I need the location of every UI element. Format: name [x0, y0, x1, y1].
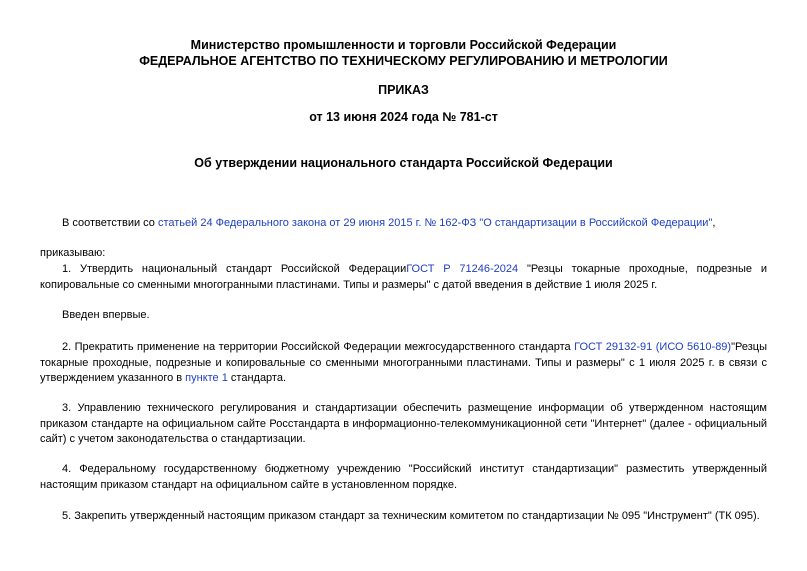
- gost-r-71246-link[interactable]: ГОСТ Р 71246-2024: [406, 263, 519, 275]
- paragraph-1: [40, 262, 767, 293]
- paragraph-5: 5. Закрепить утвержденный настоящим приказом стандарт за техническим комитетом по стандартизации № 095 "Инструмент" (ТК 095).: [62, 510, 760, 522]
- item-1-link[interactable]: пункте 1: [185, 372, 228, 384]
- paragraph-2-mid: "Резцы токарные проходные, подрезные и копировальные со сменными многогранными пластинами. Типы и размеры" с 1 июля 2025 г. в связи с утверждением указанного в: [40, 341, 767, 384]
- intro-text-post: ,: [712, 217, 716, 229]
- paragraph-2: [40, 340, 767, 387]
- paragraph-1-pre: 1. Утвердить национальный стандарт Российской Федерации: [62, 263, 407, 275]
- agency-title: ФЕДЕРАЛЬНОЕ АГЕНТСТВО ПО ТЕХНИЧЕСКОМУ РЕГУЛИРОВАНИЮ И МЕТРОЛОГИИ: [139, 54, 668, 68]
- intro-paragraph: [40, 216, 767, 232]
- paragraph-2-post: стандарта.: [227, 372, 287, 384]
- law-article-link[interactable]: статьей 24 Федерального закона от 29 июня 2015 г. № 162-ФЗ: [157, 217, 477, 229]
- document-type: ПРИКАЗ: [378, 83, 429, 97]
- order-word: приказываю:: [40, 247, 106, 259]
- paragraph-1-post: "Резцы токарные проходные, подрезные и копировальные со сменными многогранными пластинами. Типы и размеры" с датой введения в действие 1 июля 2025 г.: [40, 263, 767, 291]
- document-subject: Об утверждении национального стандарта Российской Федерации: [194, 156, 613, 170]
- gost-29132-link[interactable]: ГОСТ 29132-91 (ИСО 5610-89): [574, 341, 732, 353]
- intro-text-pre: В соответствии со: [62, 217, 158, 229]
- paragraph-2-pre: 2. Прекратить применение на территории Российской Федерации межгосударственного стандарта: [62, 341, 575, 353]
- law-title-link[interactable]: "О стандартизации в Российской Федерации": [479, 217, 713, 229]
- paragraph-3: 3. Управлению технического регулирования и стандартизации обеспечить размещение информации об утвержденном настоящим приказом стандарте на официальном сайте Росстандарта в информационно-телекоммуникационной сети "Интернет" (далее - официальный сайт) с учетом законодательства о стандартизации.: [40, 402, 767, 445]
- introduced-first-note: Введен впервые.: [62, 309, 150, 321]
- ministry-title: Министерство промышленности и торговли Российской Федерации: [190, 38, 617, 52]
- paragraph-4: 4. Федеральному государственному бюджетному учреждению "Российский институт стандартизации" разместить утвержденный настоящим приказом стандарт на официальном сайте в установленном порядке.: [40, 463, 767, 491]
- document-date-number: от 13 июня 2024 года № 781-ст: [309, 110, 498, 124]
